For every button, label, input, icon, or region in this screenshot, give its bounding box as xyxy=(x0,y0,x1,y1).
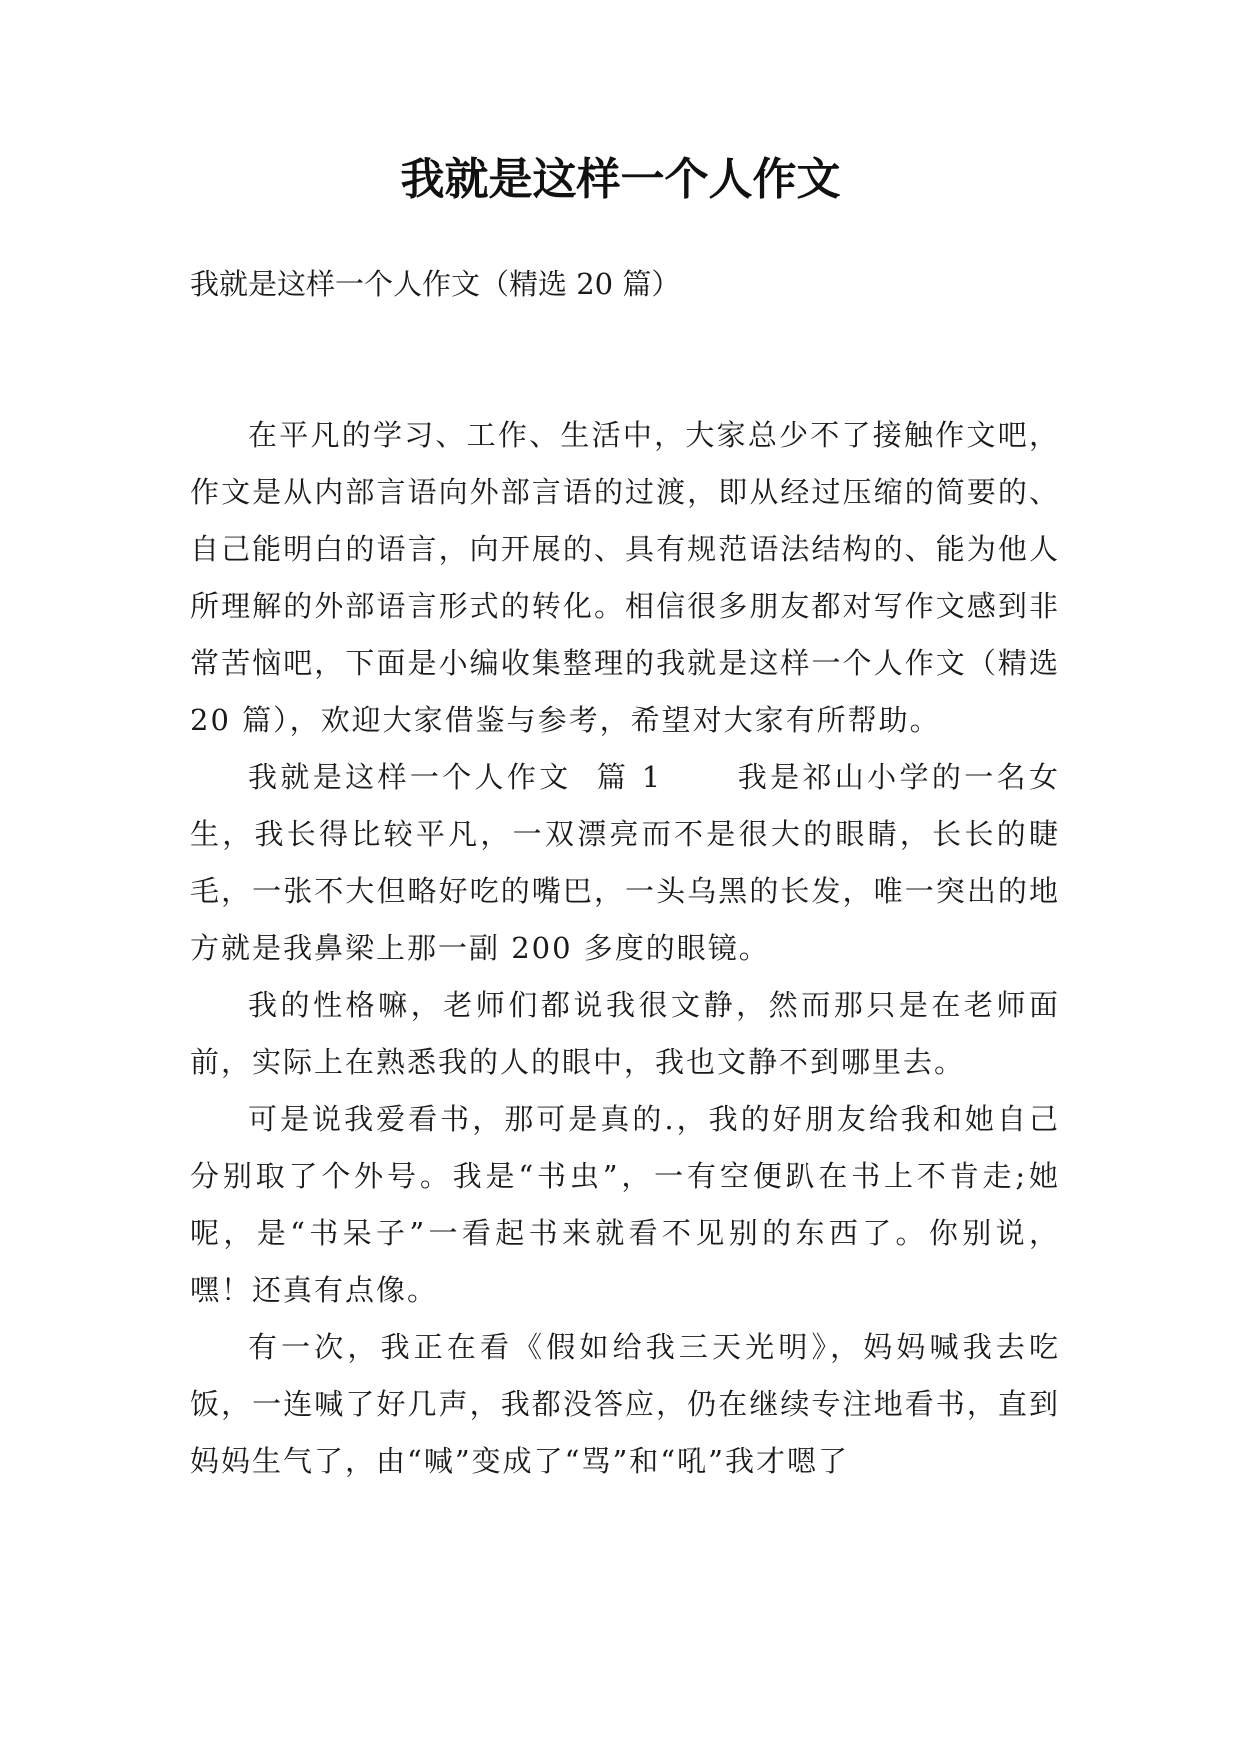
paragraph-intro: 在平凡的学习、工作、生活中，大家总少不了接触作文吧，作文是从内部言语向外部言语的过渡，即从经过压缩的简要的、自己能明白的语言，向开展的、具有规范语法结构的、能为他人所理解的外部语言形式的转化。相信很多朋友都对写作文感到非常苦恼吧，下面是小编收集整理的我就是这样一个人作文（精选 20 篇），欢迎大家借鉴与参考，希望对大家有所帮助。 xyxy=(190,418,1060,737)
paragraph-anecdote: 有一次，我正在看《假如给我三天光明》，妈妈喊我去吃饭，一连喊了好几声，我都没答应，仍在继续专注地看书，直到妈妈生气了，由“喊”变成了“骂”和“吼”我才嗯了 xyxy=(190,1330,1060,1478)
paragraph-personality: 我的性格嘛，老师们都说我很文静，然而那只是在老师面前，实际上在熟悉我的人的眼中，我也文静不到哪里去。 xyxy=(190,988,1060,1079)
paragraph-essay-1-opening: 我就是这样一个人作文 篇 1 我是祁山小学的一名女生，我长得比较平凡，一双漂亮而不是很大的眼睛，长长的睫毛，一张不大但略好吃的嘴巴，一头乌黑的长发，唯一突出的地方就是我鼻梁上那一副 200 多度的眼镜。 xyxy=(190,760,1060,965)
paragraph-reading: 可是说我爱看书，那可是真的.，我的好朋友给我和她自己分别取了个外号。我是“书虫”，一有空便趴在书上不肯走;她呢，是“书呆子”一看起书来就看不见别的东西了。你别说，嘿！还真有点像。 xyxy=(190,1102,1060,1307)
document-title: 我就是这样一个人作文 xyxy=(400,154,841,205)
document-subtitle: 我就是这样一个人作文（精选 20 篇） xyxy=(190,267,681,301)
document-body xyxy=(190,407,1060,1490)
